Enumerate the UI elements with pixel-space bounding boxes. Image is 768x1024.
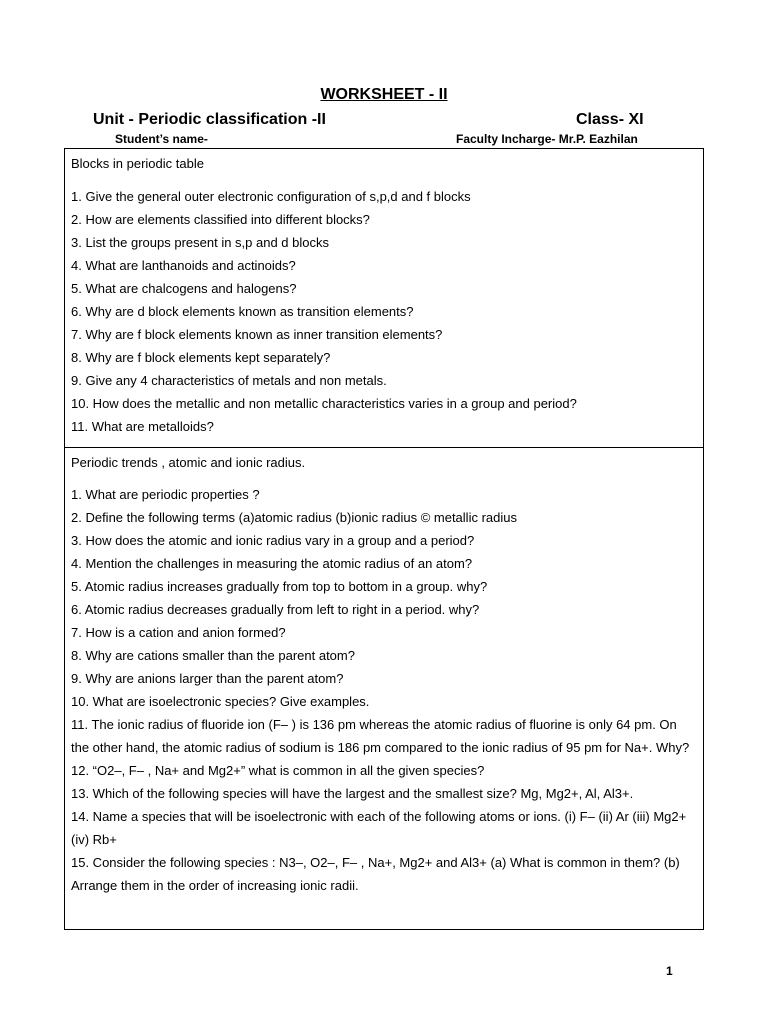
question-item: 3. How does the atomic and ionic radius vary in a group and a period? bbox=[71, 533, 475, 548]
question-item: 4. Mention the challenges in measuring the atomic radius of an atom? bbox=[71, 556, 473, 571]
question-list bbox=[71, 483, 697, 897]
question-item: 5. What are chalcogens and halogens? bbox=[71, 281, 297, 296]
question-item: 12. “O2–, F– , Na+ and Mg2+” what is common in all the given species? bbox=[71, 763, 485, 778]
question-item: 8. Why are f block elements kept separately? bbox=[71, 350, 331, 365]
question-item: 5. Atomic radius increases gradually from top to bottom in a group. why? bbox=[71, 579, 488, 594]
question-item: 1. What are periodic properties ? bbox=[71, 487, 260, 502]
question-item: 10. How does the metallic and non metallic characteristics varies in a group and period? bbox=[71, 396, 577, 411]
question-item: 9. Give any 4 characteristics of metals and non metals. bbox=[71, 373, 387, 388]
question-item: 15. Consider the following species : N3–, O2–, F– , Na+, Mg2+ and Al3+ (a) What is common in them? (b) Arrange them in the order of increasing ionic radii. bbox=[71, 855, 680, 893]
question-item: 13. Which of the following species will have the largest and the smallest size? Mg, Mg2+, Al, Al3+. bbox=[71, 786, 634, 801]
section-heading: Blocks in periodic table bbox=[71, 156, 204, 171]
section-periodic-trends-box bbox=[64, 447, 704, 930]
section-blocks-box bbox=[64, 148, 704, 448]
page-number: 1 bbox=[666, 964, 673, 978]
question-item: 11. The ionic radius of fluoride ion (F– ) is 136 pm whereas the atomic radius of fluorine is only 64 pm. On the other hand, the atomic radius of sodium is 186 pm compared to the ionic radius of 95 pm for Na+. Why? bbox=[71, 717, 690, 755]
faculty-label: Faculty Incharge- Mr.P. Eazhilan bbox=[456, 132, 638, 146]
question-item: 8. Why are cations smaller than the parent atom? bbox=[71, 648, 355, 663]
question-item: 7. Why are f block elements known as inner transition elements? bbox=[71, 327, 443, 342]
section-heading: Periodic trends , atomic and ionic radius. bbox=[71, 455, 306, 470]
question-item: 2. How are elements classified into different blocks? bbox=[71, 212, 370, 227]
question-item: 1. Give the general outer electronic configuration of s,p,d and f blocks bbox=[71, 189, 471, 204]
question-item: 6. Atomic radius decreases gradually from left to right in a period. why? bbox=[71, 602, 480, 617]
student-name-label: Student’s name- bbox=[115, 132, 208, 146]
question-item: 14. Name a species that will be isoelectronic with each of the following atoms or ions. (i) F– (ii) Ar (iii) Mg2+ (iv) Rb+ bbox=[71, 809, 687, 847]
question-item: 9. Why are anions larger than the parent atom? bbox=[71, 671, 344, 686]
question-item: 4. What are lanthanoids and actinoids? bbox=[71, 258, 296, 273]
question-item: 6. Why are d block elements known as transition elements? bbox=[71, 304, 414, 319]
question-item: 2. Define the following terms (a)atomic radius (b)ionic radius © metallic radius bbox=[71, 510, 517, 525]
question-item: 7. How is a cation and anion formed? bbox=[71, 625, 286, 640]
question-item: 3. List the groups present in s,p and d blocks bbox=[71, 235, 329, 250]
class-label: Class- XI bbox=[576, 111, 644, 128]
question-item: 11. What are metalloids? bbox=[71, 419, 214, 434]
question-list bbox=[71, 185, 697, 438]
question-item: 10. What are isoelectronic species? Give examples. bbox=[71, 694, 370, 709]
unit-title: Unit - Periodic classification -II bbox=[93, 111, 326, 128]
worksheet-title: WORKSHEET - II bbox=[320, 86, 448, 103]
